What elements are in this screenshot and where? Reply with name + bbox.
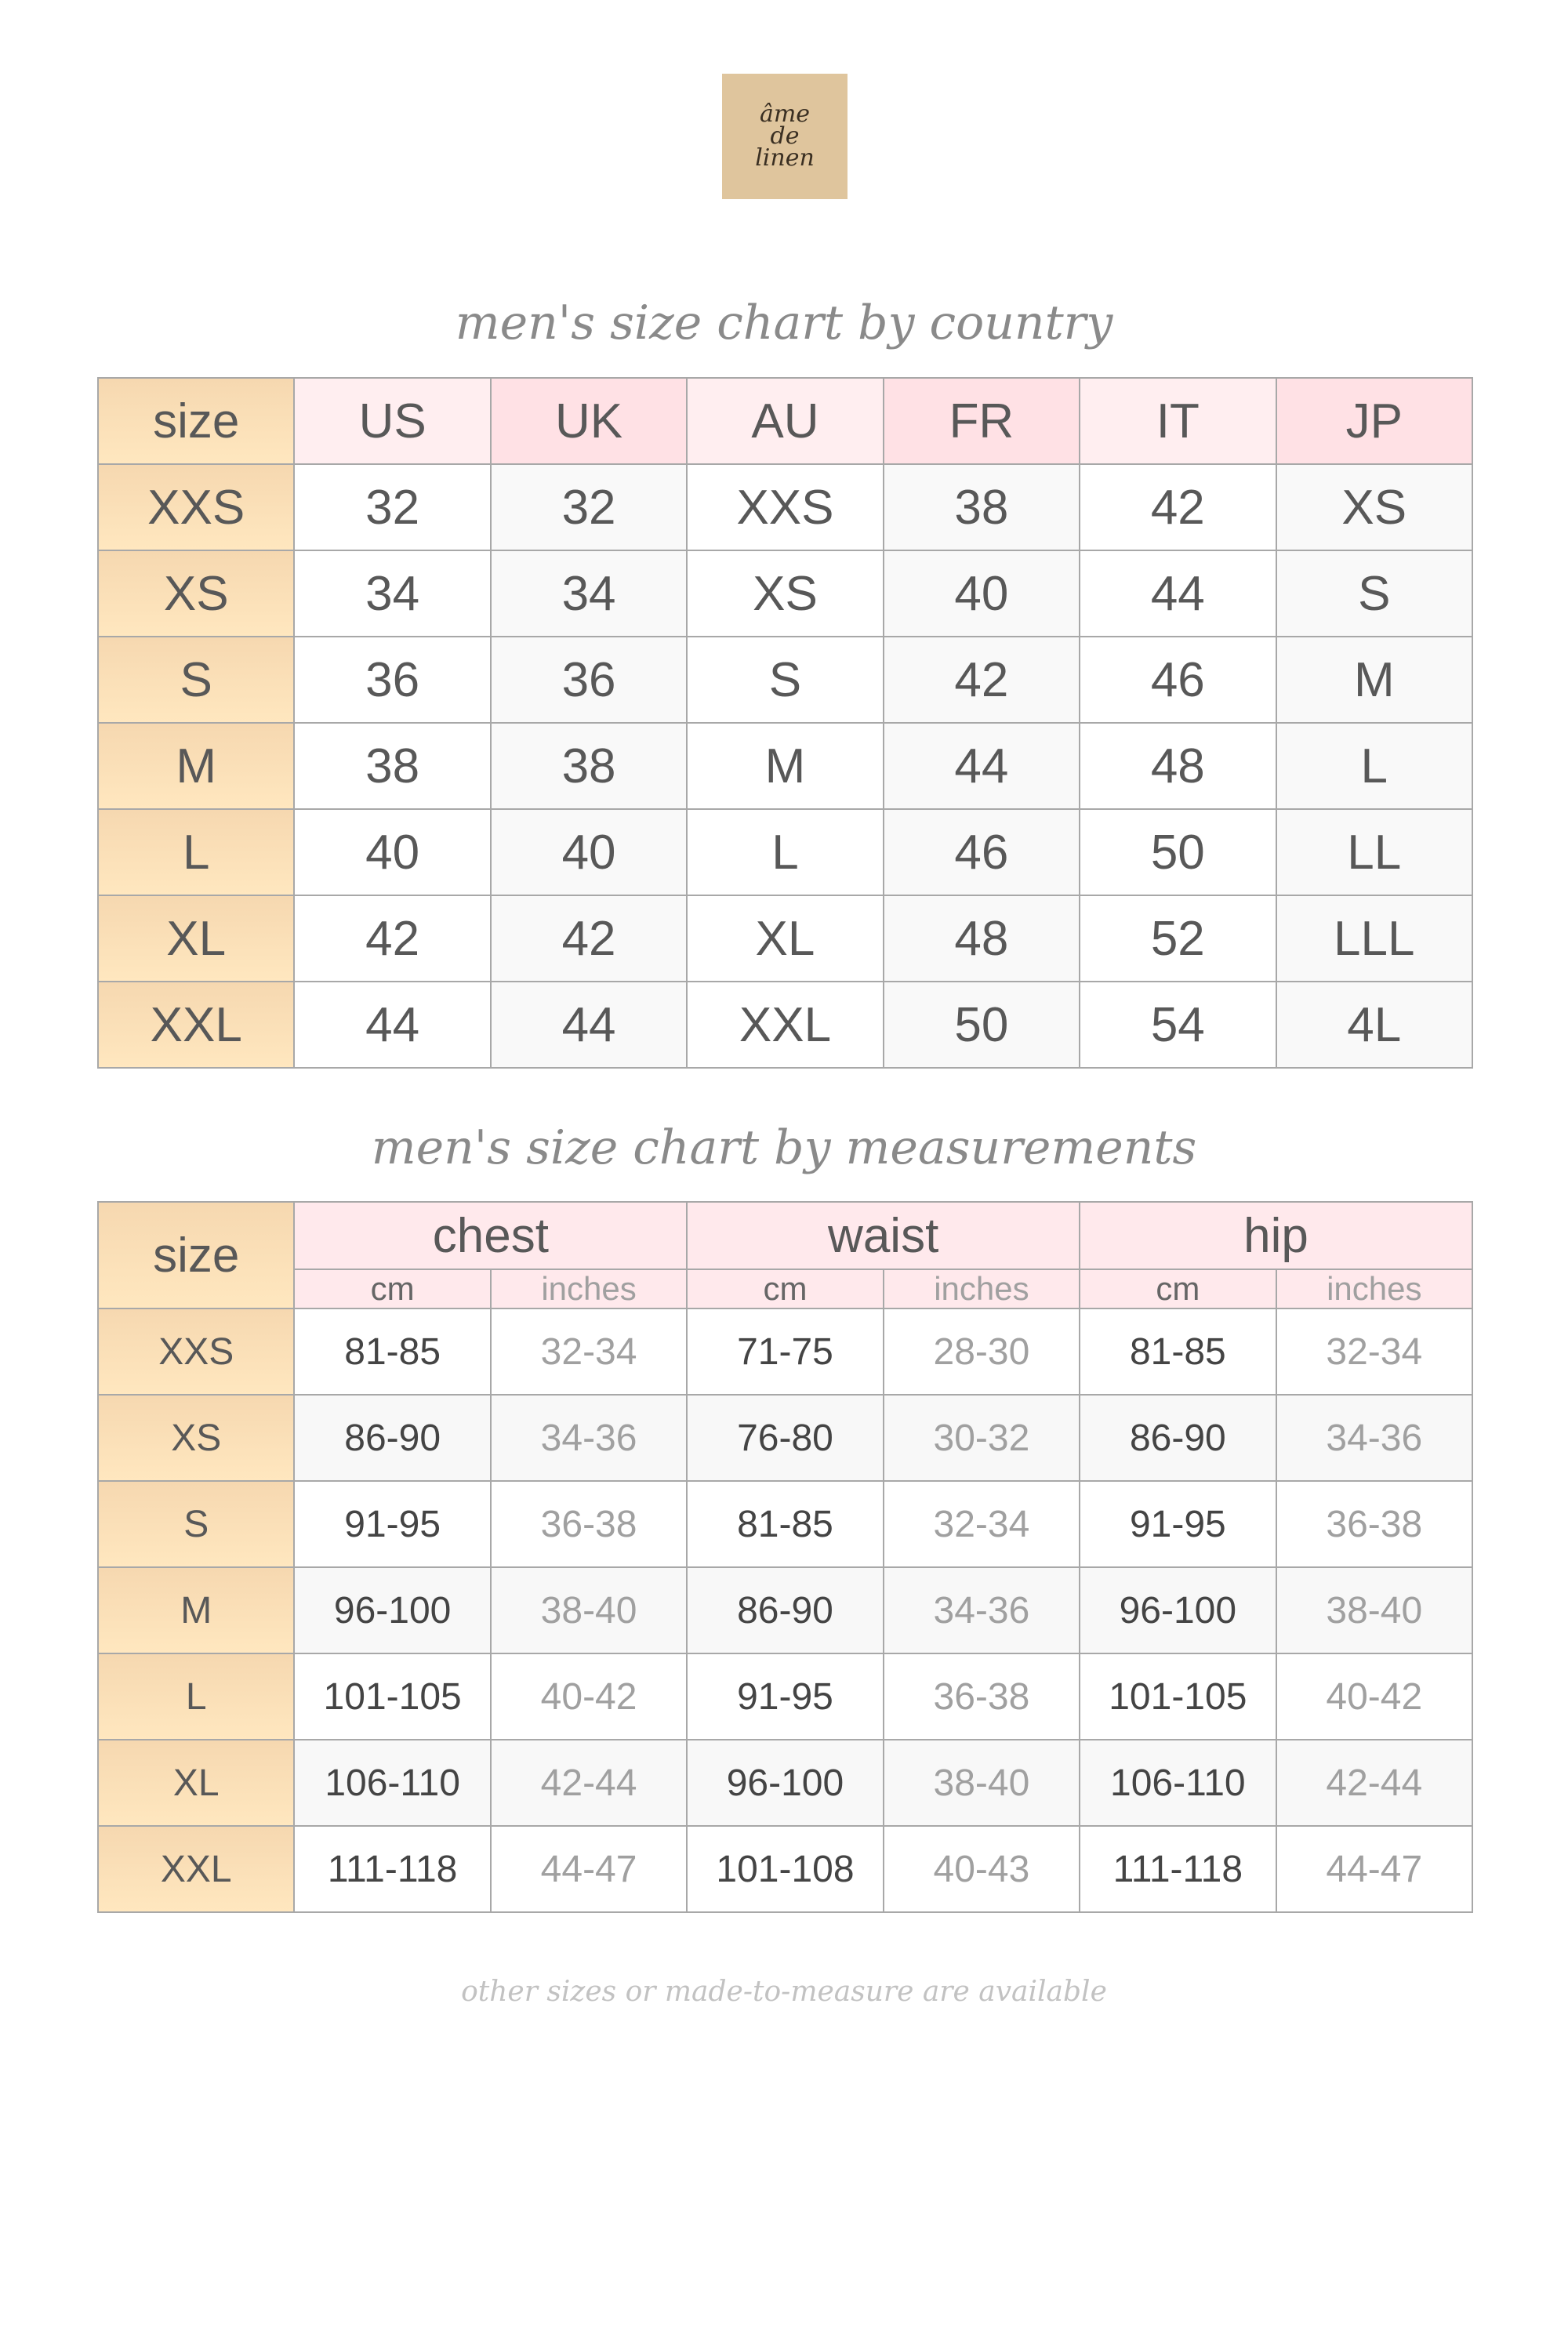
table-cell: 52 [1080,895,1276,982]
table-cell: 40 [294,809,490,895]
table-cell: LLL [1276,895,1472,982]
table-row [98,1481,1472,1567]
header-hip: hip [1080,1202,1472,1269]
header-au: AU [687,378,883,464]
table-cell: 42-44 [1276,1740,1472,1826]
table-cell: 44 [294,982,490,1068]
table-row [98,982,1472,1068]
table-cell: 44-47 [491,1826,687,1912]
table-row [98,1567,1472,1653]
table-cell: S [1276,550,1472,637]
table-row [98,723,1472,809]
table-cell: 91-95 [294,1481,490,1567]
table-cell: 32 [294,464,490,550]
table-cell: 32-34 [491,1308,687,1395]
table-cell: 30-32 [884,1395,1080,1481]
measurement-size-table [97,1201,1473,1913]
table-row [98,1826,1472,1912]
table-cell: 42 [491,895,687,982]
country-chart-title: men's size chart by country [455,296,1113,350]
table-cell: 48 [1080,723,1276,809]
country-size-table [97,377,1473,1069]
header-it: IT [1080,378,1276,464]
table-cell: 111-118 [1080,1826,1276,1912]
table-row [98,550,1472,637]
table-cell: 50 [1080,809,1276,895]
logo-line-1: âme [759,100,811,128]
table-cell: S [687,637,883,723]
unit-cm: cm [1080,1269,1276,1308]
table-cell: 34-36 [884,1567,1080,1653]
table-cell: 86-90 [294,1395,490,1481]
table-cell: 36-38 [884,1653,1080,1740]
header-fr: FR [884,378,1080,464]
table-cell: 71-75 [687,1308,883,1395]
table-cell: LL [1276,809,1472,895]
table-cell: 36-38 [1276,1481,1472,1567]
table-cell: XL [687,895,883,982]
size-label: M [98,723,294,809]
unit-inches: inches [491,1269,687,1308]
table-cell: 106-110 [1080,1740,1276,1826]
table-cell: 42 [1080,464,1276,550]
table-cell: 36 [294,637,490,723]
table-cell: 44 [1080,550,1276,637]
group-header-row [98,1202,1472,1269]
header-uk: UK [491,378,687,464]
header-us: US [294,378,490,464]
table-cell: 91-95 [687,1653,883,1740]
table-cell: 86-90 [1080,1395,1276,1481]
table-cell: 40-42 [1276,1653,1472,1740]
table-cell: 32-34 [1276,1308,1472,1395]
table-cell: 38-40 [491,1567,687,1653]
table-cell: XXL [687,982,883,1068]
table-cell: 96-100 [687,1740,883,1826]
table-cell: 42-44 [491,1740,687,1826]
table-row [98,1395,1472,1481]
table-cell: 36-38 [491,1481,687,1567]
table-cell: 42 [294,895,490,982]
size-label: S [98,1481,294,1567]
header-size: size [98,1202,294,1308]
table-cell: 44 [491,982,687,1068]
table-row [98,1653,1472,1740]
brand-logo [722,74,848,199]
table-cell: 40-43 [884,1826,1080,1912]
measurement-chart-title: men's size chart by measurements [371,1120,1197,1175]
table-cell: 40-42 [491,1653,687,1740]
logo-line-3: linen [755,144,815,172]
table-row [98,464,1472,550]
table-cell: 46 [884,809,1080,895]
table-cell: 44 [884,723,1080,809]
table-cell: 38 [884,464,1080,550]
size-label: XL [98,895,294,982]
table-cell: 34 [294,550,490,637]
table-cell: 36 [491,637,687,723]
table-cell: 40 [491,809,687,895]
table-cell: 101-108 [687,1826,883,1912]
size-label: XXS [98,1308,294,1395]
header-jp: JP [1276,378,1472,464]
table-cell: 34 [491,550,687,637]
size-label: XS [98,1395,294,1481]
unit-inches: inches [884,1269,1080,1308]
table-cell: 38 [294,723,490,809]
table-cell: M [687,723,883,809]
table-cell: XS [1276,464,1472,550]
table-cell: 32 [491,464,687,550]
table-cell: 111-118 [294,1826,490,1912]
table-cell: 28-30 [884,1308,1080,1395]
size-label: XXL [98,1826,294,1912]
table-cell: 34-36 [1276,1395,1472,1481]
header-waist: waist [687,1202,1080,1269]
table-row [98,1740,1472,1826]
table-cell: 38-40 [1276,1567,1472,1653]
table-header-row [98,378,1472,464]
table-cell: 86-90 [687,1567,883,1653]
table-cell: 38-40 [884,1740,1080,1826]
table-cell: L [687,809,883,895]
table-cell: 81-85 [687,1481,883,1567]
table-cell: 81-85 [1080,1308,1276,1395]
table-cell: XXS [687,464,883,550]
table-cell: 54 [1080,982,1276,1068]
table-cell: 34-36 [491,1395,687,1481]
table-cell: 50 [884,982,1080,1068]
table-row [98,895,1472,982]
table-cell: 48 [884,895,1080,982]
table-cell: 32-34 [884,1481,1080,1567]
unit-cm: cm [294,1269,490,1308]
table-cell: 96-100 [294,1567,490,1653]
header-chest: chest [294,1202,687,1269]
table-row [98,1308,1472,1395]
table-cell: L [1276,723,1472,809]
table-cell: 4L [1276,982,1472,1068]
table-cell: 96-100 [1080,1567,1276,1653]
size-label: S [98,637,294,723]
table-cell: 38 [491,723,687,809]
table-cell: 76-80 [687,1395,883,1481]
table-row [98,637,1472,723]
size-label: L [98,1653,294,1740]
table-cell: 101-105 [294,1653,490,1740]
size-label: L [98,809,294,895]
size-label: XXL [98,982,294,1068]
size-label: XS [98,550,294,637]
table-cell: 81-85 [294,1308,490,1395]
table-cell: XS [687,550,883,637]
size-label: M [98,1567,294,1653]
unit-cm: cm [687,1269,883,1308]
footer-note: other sizes or made-to-measure are available [461,1976,1107,2008]
table-cell: 44-47 [1276,1826,1472,1912]
table-row [98,809,1472,895]
table-cell: 106-110 [294,1740,490,1826]
logo-line-2: de [770,122,800,150]
table-cell: 40 [884,550,1080,637]
size-label: XXS [98,464,294,550]
table-cell: 46 [1080,637,1276,723]
unit-inches: inches [1276,1269,1472,1308]
table-cell: 42 [884,637,1080,723]
unit-header-row [98,1269,1472,1308]
table-cell: M [1276,637,1472,723]
table-cell: 101-105 [1080,1653,1276,1740]
size-label: XL [98,1740,294,1826]
header-size: size [98,378,294,464]
table-cell: 91-95 [1080,1481,1276,1567]
